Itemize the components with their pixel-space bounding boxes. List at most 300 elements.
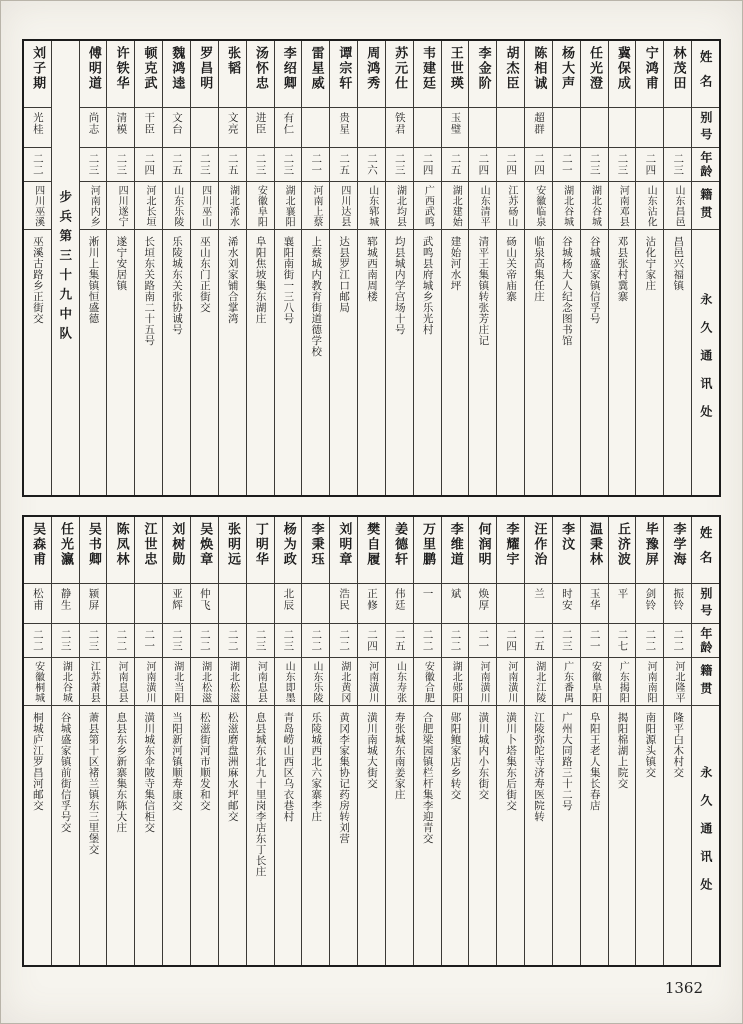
entry-alias: 铁君 [393,112,406,135]
entry-native-place-cell [664,181,691,229]
entry-native-place: 山东沾化 [645,185,657,227]
roster-column [134,41,162,495]
entry-age: 二五 [338,153,351,176]
entry-native-place: 湖北谷城 [589,185,601,227]
entry-alias-cell [163,107,190,147]
entry-address: 郓城西南周楼 [365,236,378,302]
entry-address: 青岛崂山西区乌衣巷村 [282,712,295,822]
entry-address-cell [386,705,413,965]
roster-column [51,517,79,965]
entry-alias: 松甫 [31,588,44,611]
entry-alias-cell [581,583,608,623]
entry-native-place-cell [302,657,329,705]
entry-native-place: 河南上蔡 [311,185,323,227]
entry-alias: 兰 [533,588,546,600]
roster-column [329,517,357,965]
entry-native-place-cell [80,181,107,229]
entry-age-cell [442,623,469,657]
entry-address: 潢川卜塔集东后街交 [505,712,518,811]
entry-address: 建始河水坪 [449,236,462,291]
roster-column [246,41,274,495]
entry-name-cell [553,517,580,583]
entry-name: 刘子期 [30,46,46,91]
entry-native-place: 河北隆平 [672,661,684,703]
entry-address-cell [107,229,134,495]
entry-native-place: 安徽桐城 [32,661,44,703]
entry-name-cell [135,41,162,107]
entry-age-cell [191,147,218,181]
entry-address-cell [275,705,302,965]
entry-address: 达县罗江口邮局 [338,236,351,313]
roster-column [635,517,663,965]
entry-name-cell [24,41,51,107]
entry-native-place: 湖北松滋 [227,661,239,703]
roster-column [106,41,134,495]
entry-address: 阜阳王老人集长春店 [588,712,601,811]
roster-column [413,41,441,495]
column-header-address-cell [692,229,719,495]
entry-age-cell [302,623,329,657]
column-header-address: 永久通讯处 [698,292,713,433]
entry-age-cell [219,623,246,657]
entry-alias-cell [135,107,162,147]
entry-native-place: 湖北郧阳 [450,661,462,703]
entry-alias: 清模 [115,112,128,135]
roster-column [663,517,691,965]
entry-address: 桐城庐江罗昌河邮交 [31,712,44,811]
entry-name: 丁明华 [252,522,268,567]
entry-age: 二四 [505,629,518,652]
entry-age: 二三 [59,629,72,652]
header-column [691,517,719,965]
entry-age: 二二 [31,153,44,176]
entry-name: 何润明 [475,522,491,567]
entry-age: 二四 [505,153,518,176]
roster-column [79,517,107,965]
entry-alias-cell [414,583,441,623]
entry-address: 昌邑兴福镇 [672,236,685,291]
entry-age: 二三 [254,153,267,176]
roster-column [301,41,329,495]
entry-name-cell [247,41,274,107]
entry-native-place-cell [191,657,218,705]
entry-native-place: 湖北均县 [394,185,406,227]
entry-address-cell [80,705,107,965]
entry-alias-cell [24,107,51,147]
entry-name: 周鸿秀 [364,46,380,91]
entry-age-cell [553,623,580,657]
entry-address: 广州大同路三十二号 [560,712,573,811]
entry-address-cell [442,705,469,965]
entry-name: 任光澄 [587,46,603,91]
entry-address-cell [525,229,552,495]
entry-age: 二三 [282,629,295,652]
entry-name-cell [442,41,469,107]
entry-alias: 剑铃 [644,588,657,611]
entry-name-cell [609,41,636,107]
entry-age-cell [636,147,663,181]
entry-age-cell [135,623,162,657]
roster-column [552,41,580,495]
entry-alias-cell [442,107,469,147]
entry-alias-cell [469,107,496,147]
entry-age: 二四 [421,153,434,176]
entry-alias-cell [358,583,385,623]
column-header-age-cell [692,623,719,657]
entry-name: 杨为政 [280,522,296,567]
roster-column [608,517,636,965]
entry-address-cell [52,705,79,965]
entry-name-cell [609,517,636,583]
roster-column [357,517,385,965]
entry-name-cell [664,41,691,107]
entry-age-cell [302,147,329,181]
entry-alias: 北辰 [282,588,295,611]
entry-address-cell [386,229,413,495]
column-header-name: 姓名 [698,49,714,99]
column-header-alias: 别号 [698,110,713,145]
entry-alias-cell [330,107,357,147]
entry-native-place: 四川遂宁 [116,185,128,227]
entry-address: 谷城盛家镇前街信孚号交 [59,712,72,833]
entry-alias-cell [553,583,580,623]
entry-alias-cell [581,107,608,147]
entry-alias: 伟廷 [393,588,406,611]
entry-native-place: 广东揭阳 [617,661,629,703]
entry-address: 谷城盛家镇信孚号 [588,236,601,324]
entry-alias: 文台 [171,112,184,135]
entry-native-place-cell [219,181,246,229]
entry-address: 寿张城东南姜家庄 [393,712,406,800]
entry-address-cell [247,705,274,965]
entry-age-cell [52,623,79,657]
entry-age: 二二 [644,629,657,652]
entry-age: 二一 [310,153,323,176]
entry-age: 二二 [198,629,211,652]
column-header-alias: 别号 [698,586,713,621]
entry-address: 南阳源头镇交 [644,712,657,778]
entry-alias-cell [80,583,107,623]
entry-alias-cell [386,583,413,623]
entry-alias-cell [302,583,329,623]
entry-age-cell [525,623,552,657]
entry-alias-cell [191,107,218,147]
entry-native-place: 河南潢川 [478,661,490,703]
entry-native-place-cell [80,657,107,705]
roster-column [441,41,469,495]
entry-name: 吴书卿 [85,522,101,567]
entry-alias-cell [442,583,469,623]
entry-native-place-cell [219,657,246,705]
entry-native-place-cell [525,181,552,229]
unit-label: 步兵第三十九中队 [57,190,73,346]
column-header-native-place: 籍贯 [698,187,713,224]
entry-name: 王世瑛 [447,46,463,91]
roster-column [524,517,552,965]
entry-name: 张韬 [225,46,241,76]
entry-age: 二三 [672,153,685,176]
entry-age: 二六 [365,153,378,176]
entry-native-place: 广西武鸣 [422,185,434,227]
entry-native-place: 河南息县 [255,661,267,703]
entry-address-cell [80,229,107,495]
entry-native-place-cell [24,181,51,229]
entry-name-cell [664,517,691,583]
roster-column [24,41,51,495]
entry-name: 任光瀛 [57,522,73,567]
entry-address-cell [24,705,51,965]
entry-native-place: 山东寿张 [394,661,406,703]
entry-name-cell [219,41,246,107]
entry-name-cell [386,517,413,583]
entry-age: 二一 [477,629,490,652]
entry-native-place-cell [469,657,496,705]
entry-alias: 尚志 [87,112,100,135]
entry-name-cell [414,517,441,583]
entry-age: 二三 [254,629,267,652]
entry-age: 二二 [310,629,323,652]
entry-alias-cell [219,107,246,147]
roster-column [663,41,691,495]
entry-age-cell [107,147,134,181]
entry-name: 魏鸿逵 [169,46,185,91]
roster-column [385,517,413,965]
entry-address: 当阳新河镇顺寿康交 [171,712,184,811]
entry-name-cell [636,41,663,107]
entry-age: 二五 [449,153,462,176]
entry-native-place-cell [275,657,302,705]
entry-age-cell [469,147,496,181]
entry-name: 韦建廷 [419,46,435,91]
entry-age: 二五 [393,629,406,652]
entry-address-cell [163,705,190,965]
entry-name-cell [275,41,302,107]
entry-alias: 颍屏 [87,588,100,611]
entry-name-cell [553,41,580,107]
entry-age: 二一 [560,153,573,176]
entry-name: 陈相诚 [531,46,547,91]
entry-age-cell [191,623,218,657]
entry-name-cell [636,517,663,583]
entry-address: 乐陵城东关张协诚号 [171,236,184,335]
unit-label-column [51,41,79,495]
entry-alias-cell [525,583,552,623]
entry-address-cell [135,229,162,495]
column-header-age: 年龄 [698,150,713,179]
entry-native-place-cell [414,657,441,705]
entry-address: 潢川城内小东街交 [477,712,490,800]
entry-age-cell [386,147,413,181]
entry-age: 二二 [338,629,351,652]
entry-alias-cell [664,583,691,623]
entry-name-cell [414,41,441,107]
entry-age: 二三 [171,629,184,652]
entry-age-cell [581,147,608,181]
entry-native-place-cell [609,657,636,705]
roster-column [24,517,51,965]
entry-alias: 振铃 [672,588,685,611]
entry-age-cell [414,147,441,181]
entry-native-place-cell [553,657,580,705]
entry-alias: 进臣 [254,112,267,135]
entry-native-place-cell [497,181,524,229]
entry-name: 吴森甫 [30,522,46,567]
roster-column [190,41,218,495]
entry-address-cell [191,229,218,495]
entry-address-cell [636,229,663,495]
entry-name: 李学海 [670,522,686,567]
entry-age-cell [664,147,691,181]
entry-age: 二四 [644,153,657,176]
entry-age-cell [275,147,302,181]
entry-native-place-cell [469,181,496,229]
entry-age: 二五 [171,153,184,176]
entry-name-cell [581,41,608,107]
entry-alias: 平 [616,588,629,600]
entry-alias-cell [52,583,79,623]
entry-name-cell [107,517,134,583]
entry-name: 林茂田 [670,46,686,91]
entry-name-cell [275,517,302,583]
entry-address-cell [609,705,636,965]
entry-name: 李金阶 [475,46,491,91]
entry-native-place-cell [581,181,608,229]
entry-age: 二三 [588,153,601,176]
entry-address: 阜阳焦坡集东湖庄 [254,236,267,324]
entry-address-cell [135,705,162,965]
entry-native-place: 河南潢川 [366,661,378,703]
entry-address-cell [191,705,218,965]
entry-address: 谷城杨大人纪念图书馆 [560,236,573,346]
entry-native-place: 山东昌邑 [672,185,684,227]
entry-native-place: 四川巫山 [199,185,211,227]
entry-address-cell [275,229,302,495]
entry-alias-cell [107,583,134,623]
entry-name: 冀保成 [614,46,630,91]
entry-alias-cell [636,107,663,147]
entry-alias: 干臣 [143,112,156,135]
roster-table-bottom [22,515,721,967]
entry-address-cell [219,705,246,965]
entry-address-cell [469,229,496,495]
entry-address-cell [107,705,134,965]
entry-native-place-cell [414,181,441,229]
entry-name-cell [525,41,552,107]
entry-native-place: 湖北江陵 [533,661,545,703]
entry-address-cell [414,705,441,965]
entry-name: 江世忠 [141,522,157,567]
entry-address-cell [581,229,608,495]
roster-column [385,41,413,495]
entry-native-place-cell [553,181,580,229]
entry-age-cell [247,623,274,657]
entry-address: 巫山东门正街交 [198,236,211,313]
entry-age-cell [80,147,107,181]
entry-age-cell [24,147,51,181]
entry-alias-cell [469,583,496,623]
roster-column [162,41,190,495]
entry-native-place-cell [191,181,218,229]
entry-alias-cell [163,583,190,623]
entry-alias: 亚辉 [171,588,184,611]
roster-column [301,517,329,965]
entry-address: 清平王集镇转张芳庄记 [477,236,490,346]
entry-address: 浠水刘家铺合掌湾 [226,236,239,324]
entry-name-cell [497,41,524,107]
entry-native-place: 安徽阜阳 [255,185,267,227]
entry-native-place: 河南南阳 [645,661,657,703]
entry-address: 临泉高集任庄 [533,236,546,302]
entry-name-cell [80,41,107,107]
entry-address: 遂宁安居镇 [115,236,128,291]
entry-native-place-cell [636,657,663,705]
entry-native-place: 安徽阜阳 [589,661,601,703]
entry-age: 二三 [616,153,629,176]
entry-address: 均县城内学宫场十号 [393,236,406,335]
entry-name-cell [469,41,496,107]
entry-age: 二三 [87,153,100,176]
entry-alias-cell [247,107,274,147]
entry-native-place: 湖北松滋 [199,661,211,703]
entry-age-cell [442,147,469,181]
unit-label-cell [52,41,79,495]
entry-address-cell [553,229,580,495]
entry-age-cell [107,623,134,657]
entry-address-cell [414,229,441,495]
entry-name: 傅明道 [85,46,101,91]
entry-alias: 光桂 [31,112,44,135]
entry-native-place-cell [302,181,329,229]
entry-native-place: 安徽临泉 [533,185,545,227]
entry-native-place-cell [442,181,469,229]
entry-name-cell [163,41,190,107]
column-header-alias-cell [692,107,719,147]
roster-column [246,517,274,965]
entry-native-place-cell [581,657,608,705]
entry-name: 苏元仕 [392,46,408,91]
entry-address-cell [469,705,496,965]
entry-name: 雷星威 [308,46,324,91]
roster-column [329,41,357,495]
entry-name-cell [358,41,385,107]
roster-column [552,517,580,965]
entry-native-place-cell [275,181,302,229]
entry-alias-cell [302,107,329,147]
column-header-name-cell [692,517,719,583]
entry-name-cell [219,517,246,583]
entry-age: 二二 [226,629,239,652]
entry-alias: 斌 [449,588,462,600]
entry-native-place-cell [664,657,691,705]
entry-age-cell [386,623,413,657]
entry-address-cell [664,229,691,495]
entry-address-cell [330,705,357,965]
column-header-native-place-cell [692,657,719,705]
entry-native-place: 河南内乡 [88,185,100,227]
entry-address: 巫溪古路乡正街交 [31,236,44,324]
entry-address: 松滋街河市顺发和交 [198,712,211,811]
header-column [691,41,719,495]
entry-age-cell [24,623,51,657]
entry-native-place-cell [636,181,663,229]
roster-column [218,517,246,965]
entry-address: 潢川南城大街交 [365,712,378,789]
entry-age: 二二 [672,629,685,652]
roster-column [218,41,246,495]
entry-age-cell [469,623,496,657]
entry-native-place: 河北长垣 [143,185,155,227]
entry-address: 揭阳棉湖上院交 [616,712,629,789]
